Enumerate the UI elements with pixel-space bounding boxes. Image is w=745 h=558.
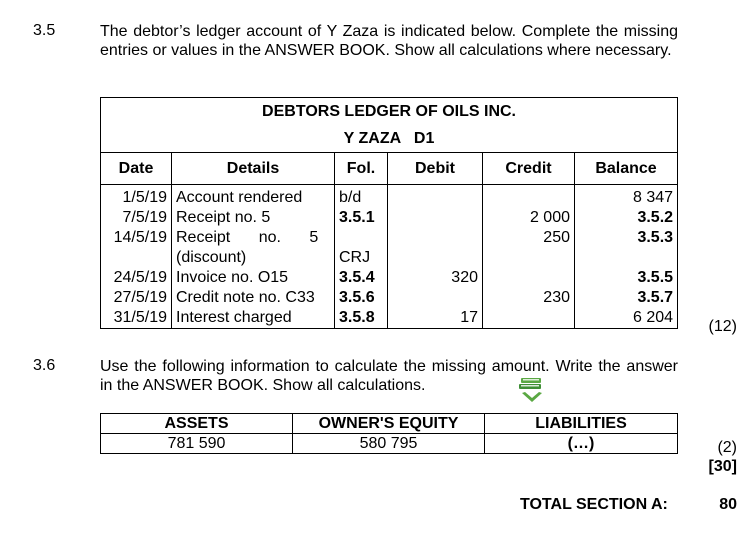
cell-date: 14/5/19 bbox=[101, 228, 172, 248]
question-total: [30] bbox=[708, 458, 737, 475]
cell-date: 7/5/19 bbox=[101, 208, 172, 228]
accounting-equation-table bbox=[100, 413, 678, 454]
header-credit: Credit bbox=[483, 153, 575, 185]
header-details: Details bbox=[172, 153, 335, 185]
cell-details: (discount) bbox=[172, 248, 335, 268]
cell-details: Receipt no. 5 bbox=[172, 228, 335, 248]
cell-date bbox=[101, 248, 172, 268]
cell-details: Invoice no. O15 bbox=[172, 268, 335, 288]
total-section-value: 80 bbox=[719, 496, 737, 513]
cell-details: Credit note no. C33 bbox=[172, 288, 335, 308]
table-row bbox=[101, 288, 678, 308]
header-date: Date bbox=[101, 153, 172, 185]
header-liabilities: LIABILITIES bbox=[485, 414, 678, 434]
cell-details: Interest charged bbox=[172, 308, 335, 329]
cell-credit bbox=[483, 308, 575, 329]
cell-balance: 6 204 bbox=[575, 308, 678, 329]
cell-fol: b/d bbox=[335, 185, 388, 209]
cell-balance: 3.5.3 bbox=[575, 228, 678, 248]
cell-debit bbox=[388, 288, 483, 308]
cell-debit bbox=[388, 248, 483, 268]
cell-debit bbox=[388, 185, 483, 209]
table-row bbox=[101, 208, 678, 228]
book-stack-icon bbox=[515, 376, 549, 406]
table-row bbox=[101, 185, 678, 209]
cell-balance: 3.5.2 bbox=[575, 208, 678, 228]
cell-credit: 230 bbox=[483, 288, 575, 308]
marks-3-6: (2) bbox=[717, 439, 737, 456]
marks-3-5: (12) bbox=[708, 318, 737, 335]
debtors-ledger-table bbox=[100, 97, 678, 329]
cell-details: Account rendered bbox=[172, 185, 335, 209]
header-balance: Balance bbox=[575, 153, 678, 185]
cell-assets: 781 590 bbox=[101, 434, 293, 454]
cell-debit bbox=[388, 228, 483, 248]
cell-date: 31/5/19 bbox=[101, 308, 172, 329]
question-3-6-text: Use the following information to calculate the missing amount. Write the answer in the ANSWER BOOK. Show all calculations. bbox=[100, 358, 678, 394]
cell-credit: 250 bbox=[483, 228, 575, 248]
cell-debit: 320 bbox=[388, 268, 483, 288]
cell-fol: CRJ bbox=[335, 248, 388, 268]
cell-debit bbox=[388, 208, 483, 228]
cell-credit bbox=[483, 248, 575, 268]
cell-fol: 3.5.1 bbox=[335, 208, 388, 228]
cell-date: 24/5/19 bbox=[101, 268, 172, 288]
cell-date: 1/5/19 bbox=[101, 185, 172, 209]
ledger-account: Y ZAZA D1 bbox=[101, 126, 678, 153]
table-row bbox=[101, 268, 678, 288]
ledger-title: DEBTORS LEDGER OF OILS INC. bbox=[101, 98, 678, 127]
question-number-3-5: 3.5 bbox=[33, 22, 56, 39]
header-assets: ASSETS bbox=[101, 414, 293, 434]
cell-credit bbox=[483, 185, 575, 209]
table-row bbox=[101, 228, 678, 248]
cell-fol bbox=[335, 228, 388, 248]
question-3-5-text: The debtor’s ledger account of Y Zaza is indicated below. Complete the missing entries or values in the ANSWER BOOK. Show all calculations where necessary. bbox=[100, 23, 678, 59]
cell-credit bbox=[483, 268, 575, 288]
header-owners-equity: OWNER'S EQUITY bbox=[293, 414, 485, 434]
cell-details: Receipt no. 5 bbox=[172, 208, 335, 228]
cell-balance: 3.5.7 bbox=[575, 288, 678, 308]
cell-date: 27/5/19 bbox=[101, 288, 172, 308]
cell-balance: 8 347 bbox=[575, 185, 678, 209]
table-row bbox=[101, 308, 678, 329]
cell-fol: 3.5.8 bbox=[335, 308, 388, 329]
header-fol: Fol. bbox=[335, 153, 388, 185]
cell-debit: 17 bbox=[388, 308, 483, 329]
total-section-label: TOTAL SECTION A: bbox=[520, 496, 668, 513]
question-number-3-6: 3.6 bbox=[33, 357, 56, 374]
header-debit: Debit bbox=[388, 153, 483, 185]
cell-credit: 2 000 bbox=[483, 208, 575, 228]
table-row bbox=[101, 248, 678, 268]
cell-fol: 3.5.6 bbox=[335, 288, 388, 308]
cell-balance: 3.5.5 bbox=[575, 268, 678, 288]
cell-liabilities: (…) bbox=[485, 434, 678, 454]
cell-fol: 3.5.4 bbox=[335, 268, 388, 288]
cell-balance bbox=[575, 248, 678, 268]
cell-owners-equity: 580 795 bbox=[293, 434, 485, 454]
